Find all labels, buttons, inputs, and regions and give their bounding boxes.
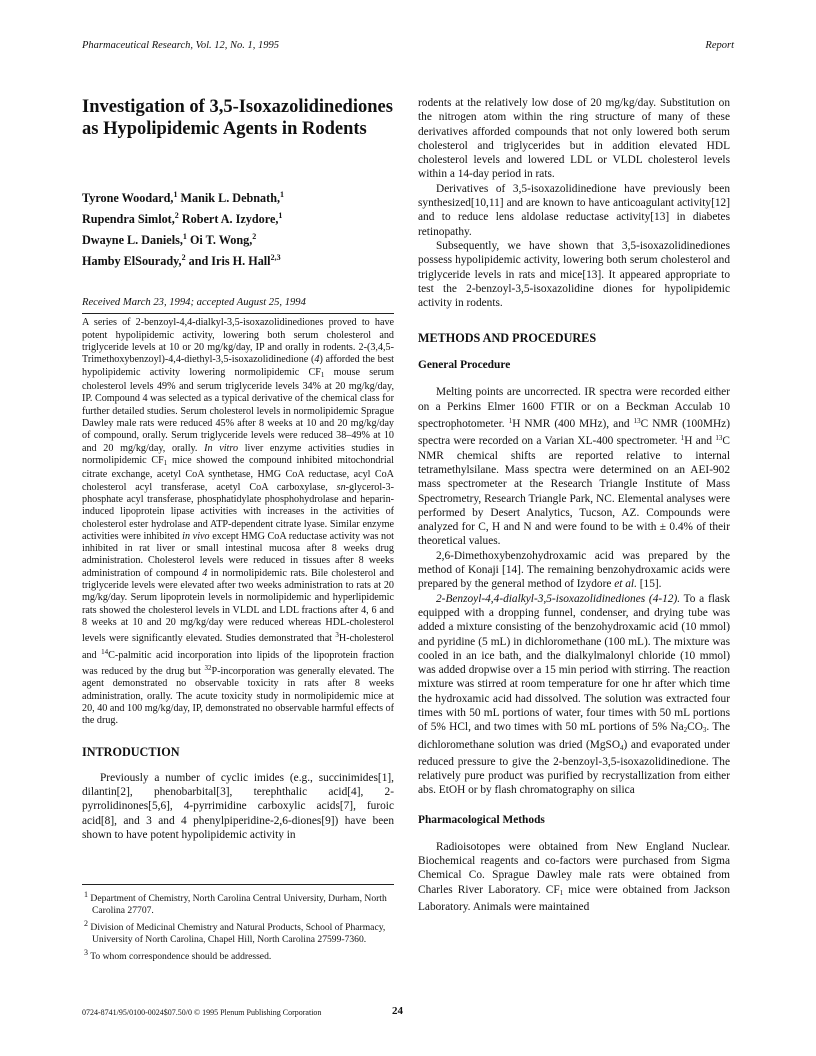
article-title: Investigation of 3,5-Isoxazolidinediones as Hypolipidemic Agents in Rodents bbox=[82, 97, 393, 139]
author: Rupendra Simlot,$^2$ bbox=[82, 211, 179, 227]
page-number: 24 bbox=[392, 1005, 403, 1017]
paragraph: Subsequently, we have shown that 3,5-isoxazolidinediones possess hypolipidemic activity, lowering both serum cholesterol and triglyceride levels in rats and mice[13]. It appeared appropriate to test the 2-benzoyl-3,5-isoxazolidine diones for hypolipidemic activity in rodents. bbox=[418, 239, 730, 310]
footnote: $^2$ Division of Medicinal Chemistry and Natural Products, School of Pharmacy, University of North Carolina, Chapel Hill, North Carolina 27599-7360. bbox=[84, 919, 386, 946]
paragraph: 2,6-Dimethoxybenzohydroxamic acid was prepared by the method of Konaji [14]. The remaining benzohydroxamic acids were prepared by the general method of Izydore et al. [15]. bbox=[418, 549, 730, 591]
paragraph: Previously a number of cyclic imides (e.g., succinimides[1], dilantin[2], phenobarbital[3], terephthalic acid[4], 2-pyrrolidinones[5,6], 4-pyrrimidine carboxylic acids[7], furoic acid[8], and 3 and 4 phenylpiperidine-2,6-diones[9]) have been shown to have potent hypolipidemic activity in bbox=[82, 771, 394, 841]
methods-heading: METHODS AND PROCEDURES bbox=[418, 331, 597, 346]
author-list bbox=[82, 186, 394, 270]
author: Tyrone Woodard,$^1$ bbox=[82, 190, 178, 206]
journal-citation: Pharmaceutical Research, Vol. 12, No. 1, 1995 bbox=[82, 40, 280, 51]
paragraph: Derivatives of 3,5-isoxazolidinedione have previously been synthesized[10,11] and are known to have anticoagulant activity[12] and to reduce lens aldolase reductase activity[13] in diabetes retinopathy. bbox=[418, 182, 730, 238]
paragraph: 2-Benzoyl-4,4-dialkyl-3,5-isoxazolidinediones (4-12). To a flask equipped with a dropping funnel, condenser, and drying tube was added a mixture consisting of the benzohydroxamic acid (10 mmol) and pyridine (5 mL) in dichloromethane (100 mL). The mixture was cooled in an ice bath, and the dialkylmalonyl chloride (10 mmol) was added dropwise over a 15 min period with stirring. The reaction mixture was stirred at room temperature for one hr after which time the hydroxamic acid had dissolved. The solution was extracted four times with 50 mL portions of water, four times with 50 mL portions of 5% HCl, and two times with 50 mL portions of 5% $Na_2CO_3$. The dichloromethane solution was dried (MgSO$_4$) and evaporated under reduced pressure to give the 2-benzoyl-3,5-isoxazolidinedione. The relatively pure product was purified by recrystallization from either abs. EtOH or by flash chromatography on silica bbox=[418, 592, 731, 797]
running-header bbox=[82, 40, 734, 56]
right-column bbox=[418, 96, 730, 914]
left-column bbox=[82, 96, 394, 842]
author: Manik L. Debnath,$^1$ bbox=[180, 190, 285, 206]
paragraph: Radioisotopes were obtained from New England Nuclear. Biochemical reagents and co-factors were purchased from Sigma Chemical Co. Sprague Dawley male rats were obtained from Charles River Laboratory. $CF_1$ mice were obtained from Jackson Laboratory. Animals were maintained bbox=[418, 840, 730, 913]
article-type: Report bbox=[705, 40, 734, 51]
author: Hamby ElSourady,$^2$ bbox=[82, 253, 186, 269]
pharmacological-methods-heading: Pharmacological Methods bbox=[418, 813, 545, 826]
paragraph: Melting points are uncorrected. IR spectra were recorded either on a Perkins Elmer 1600 FTIR or on a Beckman Acculab 10 spectrophotometer. $^1$H NMR (400 MHz), and $^{13}$C NMR (100MHz) spectra were recorded on a Varian XL-400 spectrometer. $^1$H and $^{13}$C NMR chemical shifts are reported relative to internal tetramethylsilane. Mass spectra were determined on an AEI-902 mass spectrometer at the Research Triangle Institute of Mass Spectrometry, Research Triangle Park, NC. Elemental analyses were performed by Desert Analytics, Tucson, AZ. Compounds were analyzed for C, H and N and were found to be with ± 0.4% of their theoretical values. bbox=[418, 386, 730, 548]
copyright-line: 0724-8741/95/0100-0024$07.50/0 © 1995 Plenum Publishing Corporation bbox=[82, 1008, 322, 1017]
author: and Iris H. Hall$^{2,3}$ bbox=[188, 253, 281, 269]
methods-text bbox=[418, 385, 730, 797]
footnote: $^3$ To whom correspondence should be addressed. bbox=[84, 948, 272, 963]
author: Dwayne L. Daniels,$^1$ bbox=[82, 232, 187, 248]
received-date: Received March 23, 1994; accepted August 25, 1994 bbox=[82, 296, 394, 314]
footnote: $^1$ Department of Chemistry, North Carolina Central University, Durham, North Carolina 27707. bbox=[84, 890, 387, 917]
introduction-heading: INTRODUCTION bbox=[82, 744, 180, 759]
footnotes bbox=[82, 884, 394, 965]
author: Robert A. Izydore,$^1$ bbox=[181, 211, 283, 227]
author: Oi T. Wong,$^2$ bbox=[189, 232, 257, 248]
page-footer bbox=[82, 1001, 734, 1017]
general-procedure-heading: General Procedure bbox=[418, 359, 511, 372]
introduction-text bbox=[82, 771, 394, 842]
abstract: A series of 2-benzoyl-4,4-dialkyl-3,5-isoxazolidinediones proved to have potent hypolipidemic activity, lowering both serum cholesterol and triglyceride levels at 10 or 20 mg/kg/day, IP and orally in rodents. 2-(3,4,5-Trimethoxybenzoyl)-4,4-diethyl-3,5-isoxazolidinedione (4) afforded the best hypolipidemic activity lowering normolipidemic $CF_1$ mouse serum cholesterol levels 49% and serum triglyceride levels 34% at 20 mg/kg/day, IP. Compound 4 was selected as a typical derivative of the chemical class for further detailed studies. Serum cholesterol levels in normolipidemic Sprague Dawley male rats were reduced 45% after 8 weeks at 10 and 20 mg/kg/day of compound, orally. Serum triglyceride levels were reduced 38–49% at 10 and 20 mg/kg/day, orally. In vitro liver enzyme activities studies in normolipidemic $CF_1$ mice showed the compound inhibited mitochondrial citrate exchange, acetyl CoA synthetase, HMG CoA reductase, acyl CoA cholesterol acyl transferase, acetyl CoA carboxylase, sn-glycerol-3-phosphate acyl transferase, phosphatidylate phosphohydrolase and heparin-induced lipoprotein lipase activities with increases in the activities of cholesterol ester hydrolase and ATP-dependent citrate lyase. Similar enzyme activities were inhibited in vivo except HMG CoA reductase activity was not inhibited in rat liver or small intestinal mucosa after 8 weeks drug administration. Cholesterol levels were reduced in tissues after 8 weeks administration of compound 4 in normolipidemic rats. Bile cholesterol and triglyceride levels were elevated after two weeks administration to rats at 20 mg/kg/day. Serum lipoprotein levels in normolipidemic and hyperlipidemic rats showed the cholesterol levels in VLDL and LDL fractions after 4, 6 and 8 weeks at 10 and 20 mg/kg/day were reduced whereas HDL-cholesterol levels were significantly elevated. Studies demonstrated that $^3$H-cholesterol and $^{14}$C-palmitic acid incorporation into lipids of the lipoprotein fraction was reduced by the drug but $^{32}$P-incorporation was generally elevated. The agent demonstrated no observable toxicity in rats after 8 weeks administration, orally. The acute toxicity study in normolipidemic mice at 20, 40 and 100 mg/kg/day, IP, demonstrated no observable harmful effects of the drug. bbox=[82, 317, 395, 727]
paragraph: rodents at the relatively low dose of 20 mg/kg/day. Substitution on the nitrogen atom within the ring structure of many of these derivatives afforded compounds that not only lowered both serum cholesterol and triglycerides but in addition elevated HDL cholesterol levels and lowered LDL or VLDL cholesterol levels within a 14-day period in rats. bbox=[418, 97, 730, 181]
